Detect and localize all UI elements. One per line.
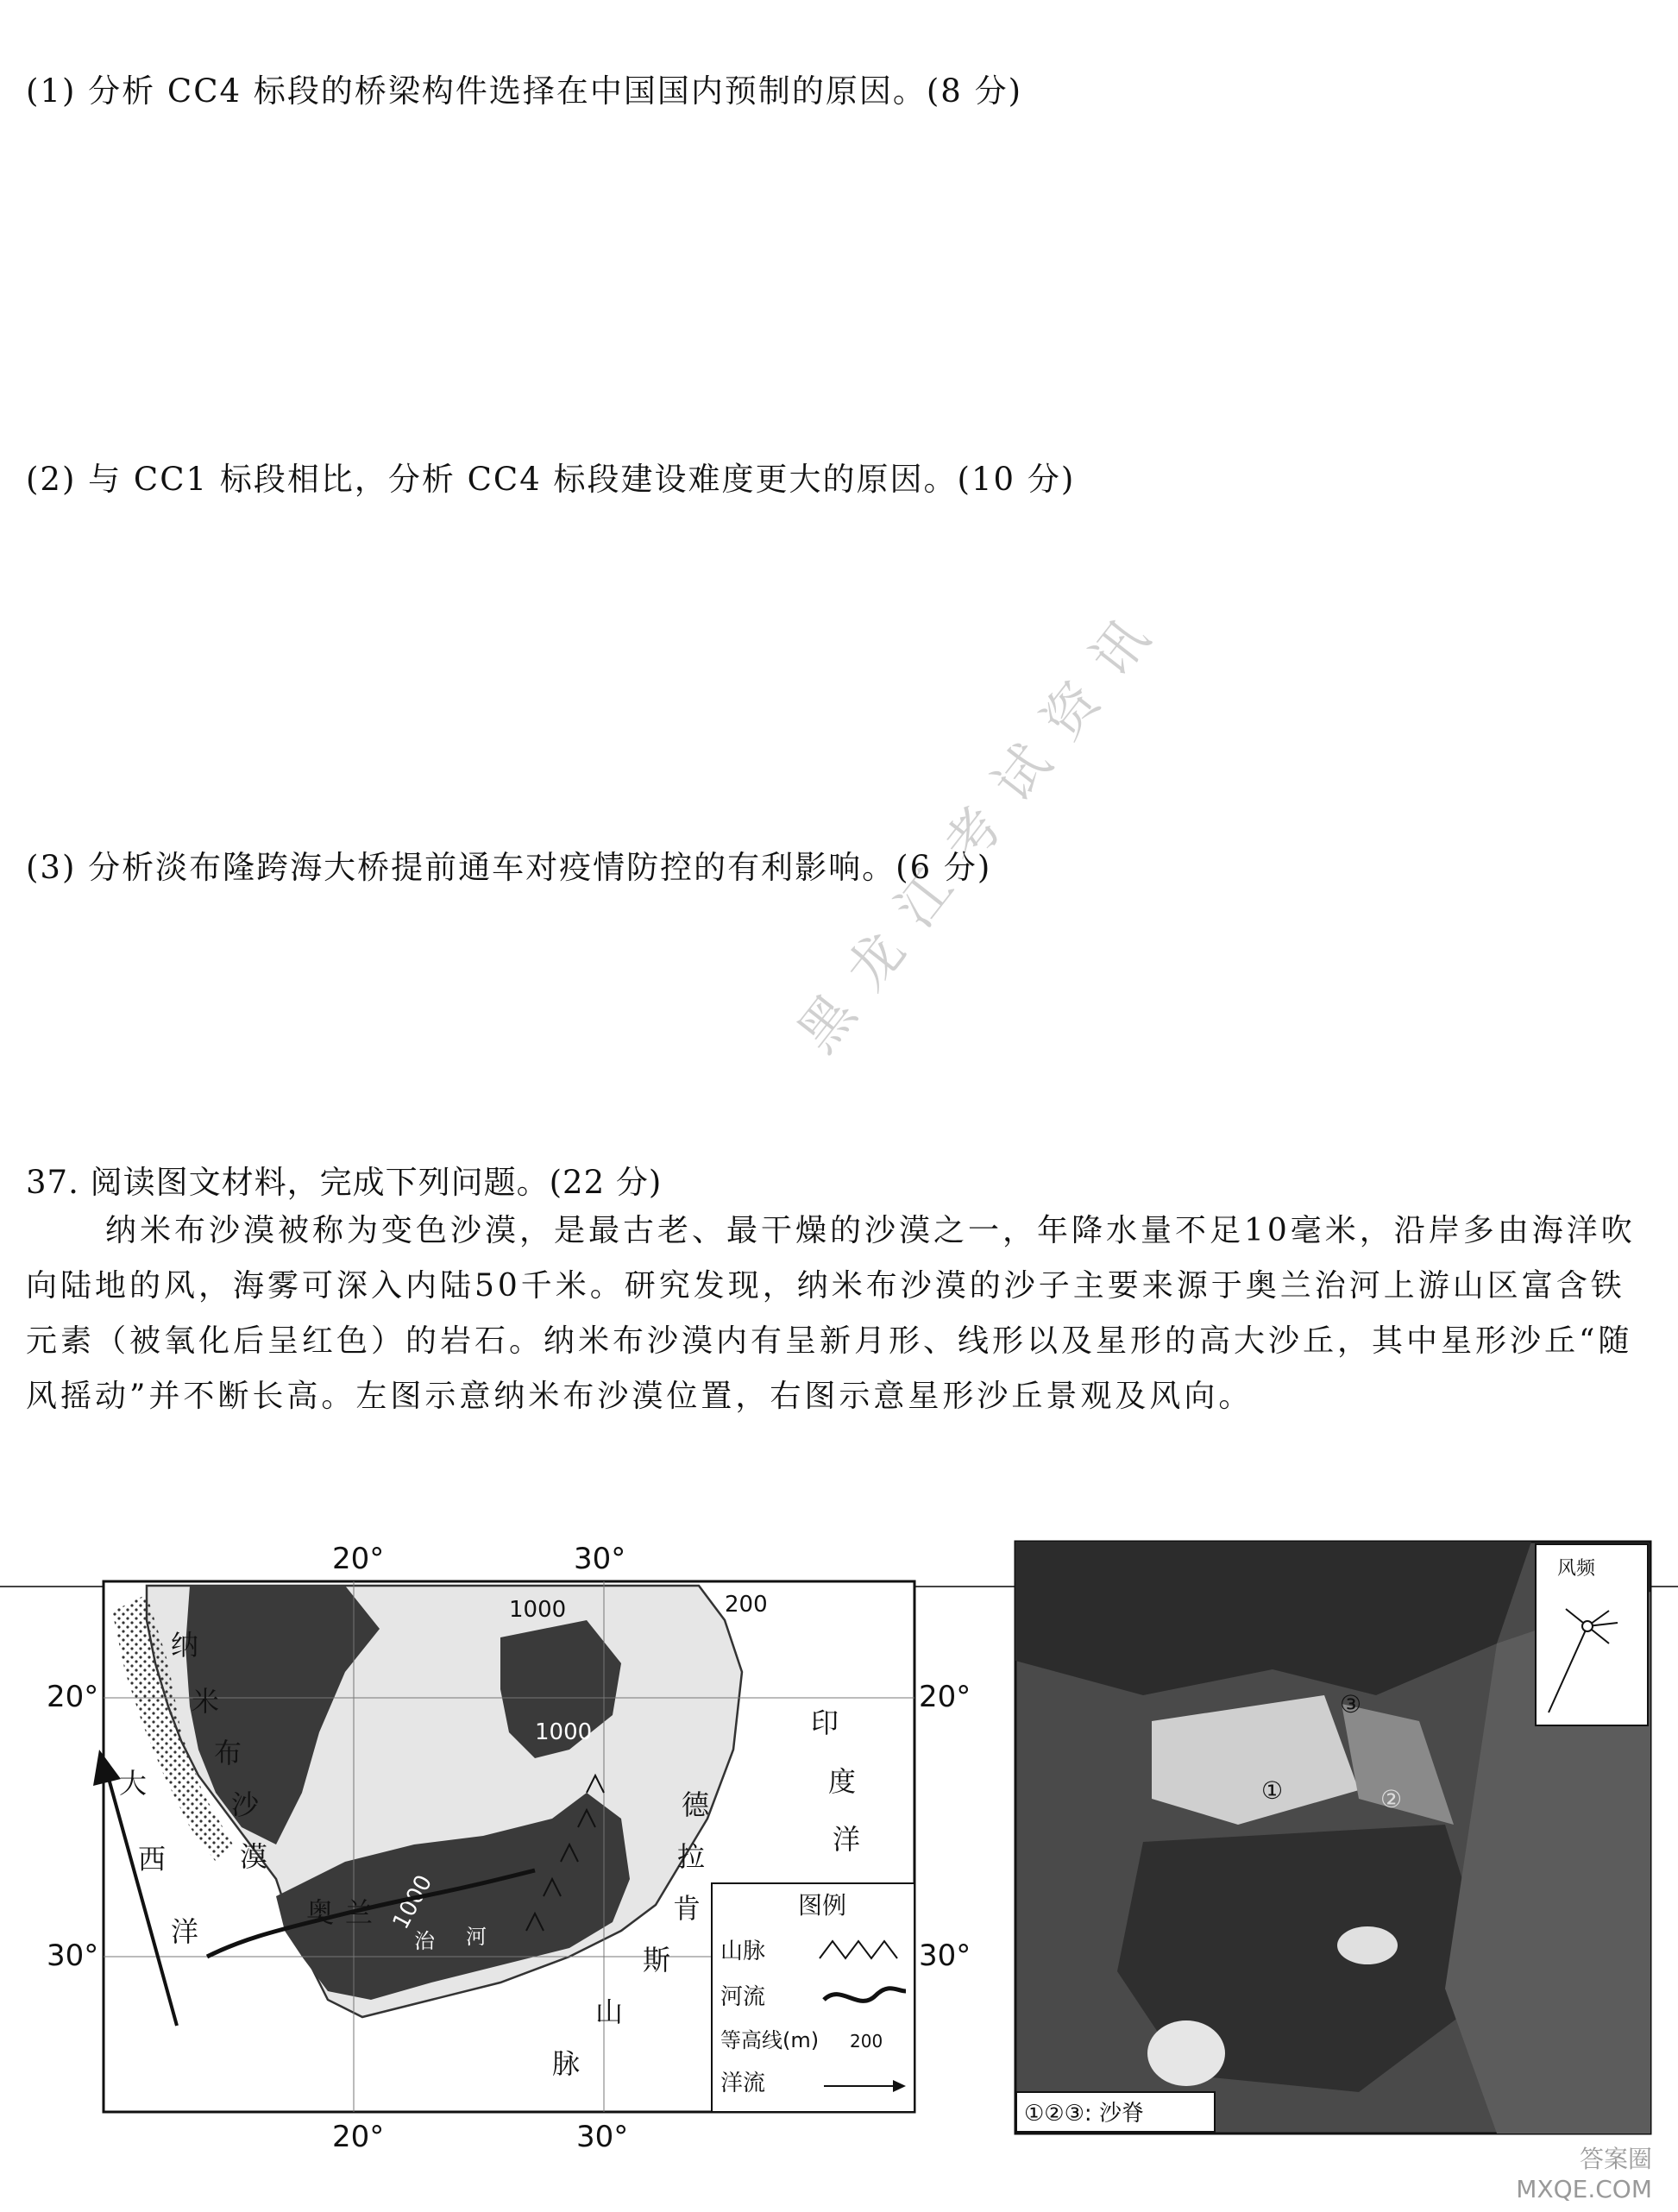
river-char-1: 奥 <box>306 1896 335 1929</box>
river-char-3: 治 <box>414 1929 435 1953</box>
indian-char-1: 印 <box>811 1706 839 1739</box>
lat-left-30: 30° <box>47 1939 99 1973</box>
river-char-2: 兰 <box>345 1896 374 1929</box>
lon-bottom-30: 30° <box>576 2120 629 2154</box>
ridge-marker-1: ① <box>1261 1776 1284 1805</box>
photo-caption: ①②③: 沙脊 <box>1024 2101 1144 2127</box>
atlantic-char-3: 洋 <box>171 1915 199 1948</box>
watermark: 黑龙江考试资讯 <box>785 587 1178 1064</box>
lat-left-20: 20° <box>47 1680 99 1714</box>
lon-top-30: 30° <box>574 1542 626 1576</box>
corner-logo-line1: 答案圈 <box>1579 2145 1652 2173</box>
legend-river-label: 河流 <box>720 1984 766 2010</box>
desert-char-1: 纳 <box>171 1629 199 1662</box>
corner-logo <box>1516 2140 1652 2203</box>
lat-right-30: 30° <box>919 1939 971 1973</box>
ridge-marker-3: ③ <box>1340 1690 1362 1719</box>
question-1: (1) 分析 CC4 标段的桥梁构件选择在中国国内预制的原因。(8 分) <box>26 72 1023 110</box>
question-37-title: 37. 阅读图文材料，完成下列问题。(22 分) <box>26 1164 663 1201</box>
mountain-char-1: 德 <box>682 1788 710 1821</box>
mountain-char-6: 脉 <box>552 2047 581 2080</box>
mountain-char-2: 拉 <box>677 1840 706 1873</box>
desert-char-3: 布 <box>214 1737 242 1769</box>
dune-light-patch-2 <box>1147 2020 1225 2086</box>
question-37-material: 纳米布沙漠被称为变色沙漠，是最古老、最干燥的沙漠之一，年降水量不足10毫米，沿岸多由海洋吹向陆地的风，海雾可深入内陆50千米。研究发现，纳米布沙漠的沙子主要来源于奥兰治河上游山区富含铁元素（被氧化后呈红色）的岩石。纳米布沙漠内有呈新月形、线形以及星形的高大沙丘，其中星形沙丘“随风摇动”并不断长高。左图示意纳米布沙漠位置，右图示意星形沙丘景观及风向。 <box>26 1213 1636 1414</box>
contour-label-1000-b: 1000 <box>535 1719 593 1745</box>
contour-label-1000-c: 1000 <box>387 1870 438 1934</box>
desert-char-2: 米 <box>192 1685 220 1718</box>
corner-logo-line2: MXQE.COM <box>1516 2175 1652 2203</box>
star-dune-photo <box>1014 1540 1652 2135</box>
wind-frequency-label: 风频 <box>1557 1558 1596 1580</box>
contour-label-1000-a: 1000 <box>509 1597 567 1623</box>
desert-char-5: 漠 <box>240 1840 268 1873</box>
lon-bottom-20: 20° <box>332 2120 385 2154</box>
legend-contour-sample: 200 <box>850 2031 883 2052</box>
mountain-char-5: 山 <box>595 1995 624 2028</box>
desert-char-4: 沙 <box>231 1788 260 1821</box>
legend-title: 图例 <box>798 1891 847 1920</box>
mountain-char-3: 肯 <box>673 1892 701 1925</box>
question-2: (2) 与 CC1 标段相比，分析 CC4 标段建设难度更大的原因。(10 分) <box>26 461 1076 498</box>
mountain-char-4: 斯 <box>643 1944 671 1976</box>
question-3: (3) 分析淡布隆跨海大桥提前通车对疫情防控的有利影响。(6 分) <box>26 849 992 886</box>
atlantic-char-1: 大 <box>119 1767 148 1800</box>
legend-mountain-label: 山脉 <box>720 1939 766 1964</box>
map-legend <box>712 1883 914 2112</box>
legend-contour-label: 等高线(m) <box>720 2028 820 2052</box>
lon-top-20: 20° <box>332 1542 385 1576</box>
legend-current-label: 洋流 <box>720 2071 766 2096</box>
indian-char-2: 度 <box>828 1765 857 1798</box>
namib-location-map <box>17 1534 971 2155</box>
lat-right-20: 20° <box>919 1680 971 1714</box>
indian-char-3: 洋 <box>833 1823 861 1856</box>
dune-light-patch-1 <box>1337 1926 1398 1964</box>
contour-label-200: 200 <box>725 1592 768 1618</box>
river-char-4: 河 <box>466 1925 487 1949</box>
ridge-marker-2: ② <box>1380 1785 1403 1813</box>
atlantic-char-2: 西 <box>138 1843 167 1876</box>
